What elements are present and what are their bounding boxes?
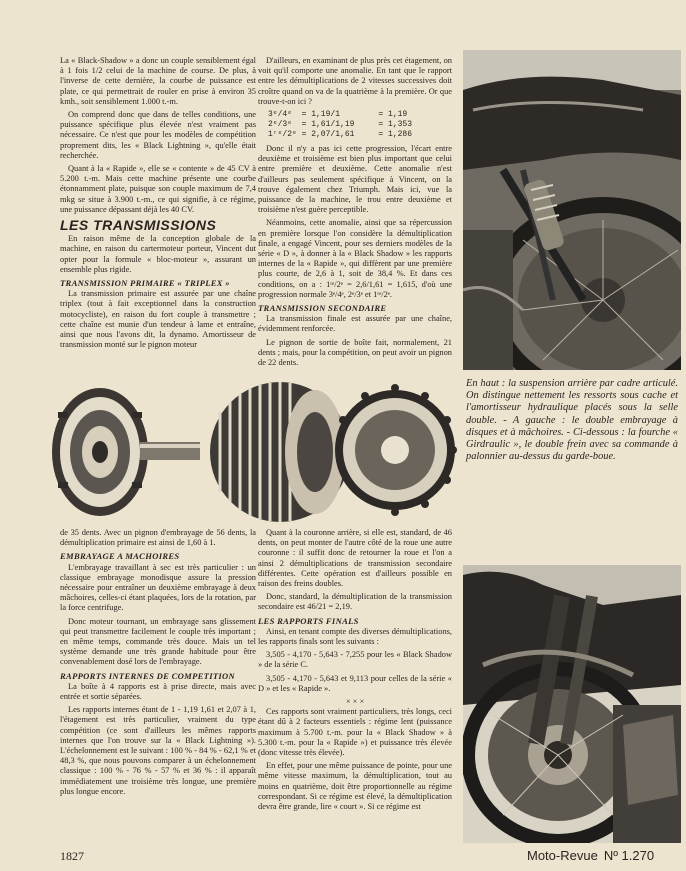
ratio-row: 2ᵉ/3ᵉ = 1,61/1,19 = 1,353 bbox=[268, 120, 413, 130]
paragraph: Néanmoins, cette anomalie, ainsi que sa répercussion en première lorsque l'on considère la démultiplication finale, a engagé Vincent, pour ses derniers modèles de la série « D », à donner à la « Black Shadow » les rapports internes de la « Rapide », qui diffèrent par une première plus courte, de 2,6 à 1, soit de 38,4 %. Et dans ces conditions, on a : 1ʳᵉ/2ᵉ = 2,6/1,61 = 1,615, d'où une progression normale 3ᵉ/4ᵉ, 2ᵉ/3ᵉ et 1ʳᵉ/2ᵉ. bbox=[258, 218, 452, 299]
rear-suspension-image bbox=[463, 50, 681, 370]
section-heading: LES TRANSMISSIONS bbox=[60, 217, 217, 234]
ratio-row: 3ᵉ/4ᵉ = 1,19/1 = 1,19 bbox=[268, 110, 408, 120]
girdraulic-fork-image bbox=[463, 565, 681, 843]
photo-caption: En haut : la suspension arrière par cadre articulé. On distingue nettement les ressorts sous cache et l'amortisseur hydraulique placés sous la selle double. - A gauche : le double embrayage à disques et à mâchoires. - Ci-dessous : la fourche « Girdraulic », le double frein avec sa commande à palonnier au-dessus du garde-boue. bbox=[466, 378, 678, 463]
paragraph: de 35 dents. Avec un pignon d'embrayage de 56 dents, la démultiplication primaire est ainsi de 1,60 à 1. bbox=[60, 528, 256, 548]
subheading: TRANSMISSION PRIMAIRE « TRIPLEX » bbox=[60, 278, 230, 289]
paragraph: En raison même de la conception globale de la machine, en raison du cartermoteur porteur, Vincent dut opter pour la formule « bloc-moteur », assurant un ensemble plus rigide. bbox=[60, 234, 256, 274]
paragraph: Ainsi, en tenant compte des diverses démultiplications, les rapports finals sont les suivants : bbox=[258, 626, 452, 647]
subheading: EMBRAYAGE A MACHOIRES bbox=[60, 551, 180, 562]
paragraph: En effet, pour une même puissance de pointe, pour une même vitesse maximum, la démultiplication, tout au moins en quatrième, doit être proportionnelle au régime correspondant. Si ce régime est élevé, la démultiplication devra être grande, lire « court ». Si ce régime est bbox=[258, 761, 452, 812]
paragraph: Les rapports internes étant de 1 - 1,19 1,61 et 2,07 à 1, l'étagement est très particulier, vraiment du type compétition (ce sont d'ailleurs les mêmes rapports internes que l'on trouve sur la « Black Lightning »). L'échelonnement est le suivant : 100 % - 84 % - 62,1 % et 48,3 %, que nous pouvons comparer à un échelonnement classique : 100 % - 76 % - 57 % et 36 % : il apparaît immédiatement une troisième très longue, une première plus longue encore. bbox=[60, 705, 256, 796]
issue-number: Nº 1.270 bbox=[603, 848, 655, 863]
paragraph: La transmission primaire est assurée par une chaîne triplex (tout à fait exceptionnel dans la construction motocycliste), en raison du fort couple à transmettre ; cette chaîne est munie d'un tendeur à lame et entraîne, ainsi que nous l'avons dit, la dynamo. Amortisseur de transmission monté sur le pignon moteur bbox=[60, 289, 256, 350]
clutch-illustration bbox=[40, 372, 462, 524]
column-2-bottom bbox=[258, 528, 452, 815]
paragraph: Quant à la couronne arrière, si elle est, standard, de 46 dents, on peut monter de l'autre côté de la roue une autre couronne : il suffit donc de retourner la roue et l'on a ainsi 2 démultiplications de transmission secondaire différentes. Cette opération est d'ailleurs possible en raison des freins doubles. bbox=[258, 528, 452, 589]
paragraph: Donc moteur tournant, un embrayage sans glissement qui peut transmettre facilement le couple très important ; en même temps, commande très douce. Mais un tel système demande une très grande habitude pour être convenablement dosé lors de l'embrayage. bbox=[60, 616, 256, 667]
front-fork-photo bbox=[463, 565, 681, 843]
ratio-row: 1ʳᵉ/2ᵉ = 2,07/1,61 = 1,286 bbox=[268, 130, 413, 140]
section-separator: × × × bbox=[345, 697, 365, 707]
paragraph: L'embrayage travaillant à sec est très particulier : un classique embrayage monodisque assure la pression nécessaire pour entraîner un deuxième embrayage à deux mâchoires, celles-ci étant plaquées, lors de la rotation, par la force centrifuge. bbox=[60, 562, 256, 613]
paragraph: 3,505 - 4,170 - 5,643 et 9,113 pour celles de la série « D » et les « Rapide ». bbox=[258, 673, 452, 693]
rear-suspension-photo bbox=[463, 50, 681, 370]
paragraph: La boîte à 4 rapports est à prise directe, mais avec entrée et sortie séparées. bbox=[60, 681, 256, 702]
paragraph: La « Black-Shadow » a donc un couple sensiblement égal à 1 fois 1/2 celui de la machine de course. De plus, à l'inverse de cette dernière, la courbe de puissance est plate, ce qui permettrait de rouler en prise à environ 35 kmh., soit sensiblement 1.000 t.-m. bbox=[60, 56, 256, 106]
paragraph: On comprend donc que dans de telles conditions, une puissance spécifique plus élevée n'est vraiment pas nécessaire. Ce n'est que pour les modèles de compétition proprement dits, les « Black Lightning », qu'elle était recherchée. bbox=[60, 110, 256, 160]
paragraph: Ces rapports sont vraiment particuliers, très longs, ceci étant dû à 2 facteurs essentiels : régime lent (puissance maximum à 5.700 t.-m. pour la « Black Shadow » à 5.300 t.-m. pour la « Rapide ») et puissance très élevée (donc vitesse très élevée). bbox=[258, 707, 452, 758]
subheading: LES RAPPORTS FINALS bbox=[258, 615, 359, 626]
paragraph: Donc, standard, la démultiplication de la transmission secondaire est 46/21 = 2,19. bbox=[258, 592, 452, 612]
paragraph: D'ailleurs, en examinant de plus près cet étagement, on voit qu'il comporte une anomalie. En tant que le rapport entre les démultiplications de 2 vitesses successives doit croître quand on va de la quatrième à la première. Or que trouve-t-on ici ? bbox=[258, 56, 452, 106]
column-2-top bbox=[258, 56, 452, 371]
paragraph: La transmission finale est assurée par une chaîne, évidemment renforcée. bbox=[258, 314, 452, 334]
subheading: TRANSMISSION SECONDAIRE bbox=[258, 303, 387, 314]
paragraph: 3,505 - 4,170 - 5,643 - 7,255 pour les « Black Shadow » de la série C. bbox=[258, 650, 452, 670]
paragraph: Donc il n'y a pas ici cette progression, l'écart entre deuxième et troisième est bien plus important que celui entre première et deuxième. Cette anomalie n'est d'ailleurs pas seulement spécifique à Vincent, on la trouve également chez Triumph. Mais ici, vue la puissance de la machine, le trou entre deuxième et troisième n'est guère perceptible. bbox=[258, 144, 452, 215]
column-1-bottom bbox=[60, 528, 256, 800]
column-1-top bbox=[60, 56, 256, 353]
ratio-table bbox=[268, 110, 452, 140]
double-clutch-drawing bbox=[40, 372, 462, 524]
magazine-footer bbox=[527, 848, 654, 863]
magazine-name: Moto-Revue bbox=[527, 848, 598, 863]
paragraph: Quant à la « Rapide », elle se « contente » de 45 CV à 5.200 t.-m. Mais cette machine présente une courbe étonnamment plate, puisque son couple maximum de 7,4 mkg se situe à 3.900 t.-m., ce qui signifie, à ce régime, une puissance dépassant déjà les 40 CV. bbox=[60, 164, 256, 214]
paragraph: Le pignon de sortie de boîte fait, normalement, 21 dents ; mais, pour la compétition, on peut avoir un pignon de 22 dents. bbox=[258, 337, 452, 368]
page-number: 1827 bbox=[60, 849, 84, 863]
subheading: RAPPORTS INTERNES DE COMPETITION bbox=[60, 670, 236, 681]
